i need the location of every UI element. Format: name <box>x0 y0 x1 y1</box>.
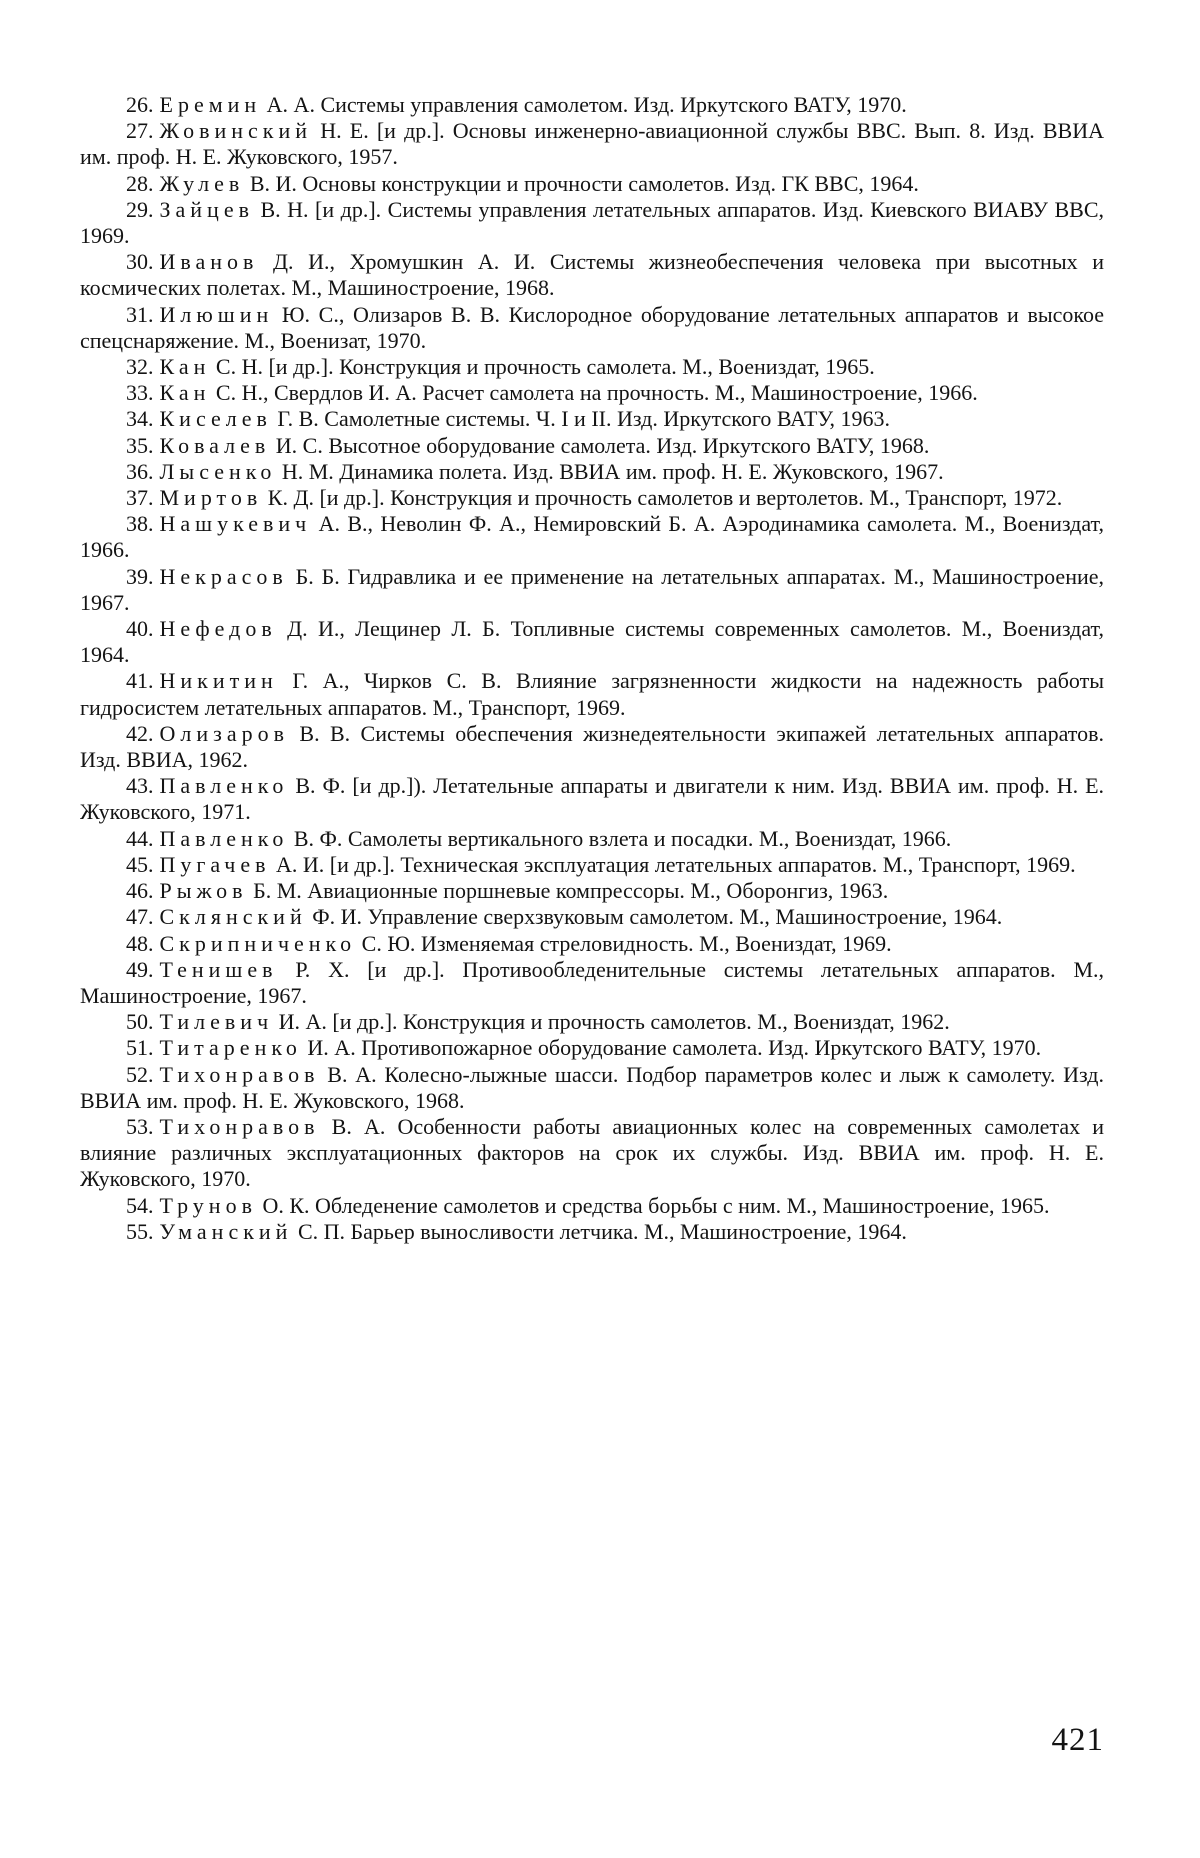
entry-author: Ковалев <box>159 432 271 458</box>
entry-number: 54. <box>126 1192 154 1218</box>
bibliography-entry <box>80 668 1104 720</box>
entry-author: Миртов <box>159 485 263 511</box>
entry-text: В. В. Системы обеспечения жизнедеятельности экипажей летательных аппаратов. Изд. ВВИА, 1962. <box>80 720 1105 773</box>
entry-number: 44. <box>126 825 154 851</box>
entry-author: Еремин <box>159 92 262 117</box>
entry-text: Д. И., Лещинер Л. Б. Топливные системы современных самолетов. М., Воениздат, 1964. <box>80 616 1104 668</box>
bibliography-entry <box>80 1114 1104 1193</box>
entry-author: Склянский <box>159 904 307 930</box>
bibliography-entry <box>80 406 1104 432</box>
entry-number: 38. <box>126 511 154 537</box>
bibliography-entry <box>80 433 1104 459</box>
entry-text: С. Н. [и др.]. Конструкция и прочность самолета. М., Воениздат, 1965. <box>215 354 875 380</box>
bibliography-entry <box>80 1219 1104 1245</box>
entry-number: 50. <box>126 1009 154 1035</box>
bibliography-entry <box>80 773 1104 825</box>
entry-number: 28. <box>126 170 154 196</box>
entry-number: 47. <box>126 904 154 930</box>
bibliography-entry <box>80 249 1104 301</box>
entry-number: 43. <box>126 773 154 799</box>
entry-author: Илюшин <box>159 301 274 327</box>
entry-text: В. Ф. [и др.]). Летательные аппараты и двигатели к ним. Изд. ВВИА им. проф. Н. Е. Жуковского, 1971. <box>80 773 1105 825</box>
entry-text: Ю. С., Олизаров В. В. Кислородное оборудование летательных аппаратов и высокое спецснаряжение. М., Военизат, 1970. <box>80 301 1104 353</box>
bibliography-entry <box>80 904 1104 930</box>
entry-text: В. А. Особенности работы авиационных колес на современных самолетах и влияние различных эксплуатационных факторов на срок их службы. Изд. ВВИА им. проф. Н. Е. Жуковского, 1970. <box>80 1113 1104 1192</box>
entry-number: 39. <box>126 563 154 589</box>
entry-text: А. И. [и др.]. Техническая эксплуатация летательных аппаратов. М., Транспорт, 1969. <box>276 851 1076 877</box>
bibliography-entry <box>80 957 1104 1009</box>
entry-number: 53. <box>126 1113 154 1139</box>
entry-number: 41. <box>126 668 154 694</box>
bibliography-entry <box>80 118 1104 170</box>
entry-author: Никитин <box>159 668 278 694</box>
bibliography-entry <box>80 1062 1104 1114</box>
entry-text: С. П. Барьер выносливости летчика. М., Машиностроение, 1964. <box>297 1218 907 1244</box>
entry-number: 35. <box>126 432 154 458</box>
entry-text: В. Н. [и др.]. Системы управления летательных аппаратов. Изд. Киевского ВИАВУ ВВС, 1969. <box>80 196 1105 249</box>
entry-text: Р. Х. [и др.]. Противообледенительные системы летательных аппаратов. М., Машиностроение, 1967. <box>80 956 1105 1008</box>
bibliography-entry <box>80 878 1104 904</box>
entry-number: 31. <box>126 301 154 327</box>
bibliography-entry <box>80 1035 1104 1061</box>
entry-number: 34. <box>126 406 154 432</box>
entry-author: Олизаров <box>159 720 289 746</box>
entry-number: 26. <box>126 92 154 117</box>
entry-text: А. В., Неволин Ф. А., Немировский Б. А. Аэродинамика самолета. М., Воениздат, 1966. <box>80 511 1104 563</box>
entry-author: Иванов <box>159 249 259 275</box>
entry-text: К. Д. [и др.]. Конструкция и прочность самолетов и вертолетов. М., Транспорт, 1972. <box>267 485 1063 511</box>
entry-author: Жовинский <box>159 118 313 144</box>
bibliography-entry <box>80 485 1104 511</box>
entry-number: 45. <box>126 851 154 877</box>
entry-text: Г. В. Самолетные системы. Ч. I и II. Изд. Иркутского ВАТУ, 1963. <box>277 406 890 432</box>
bibliography-entry <box>80 511 1104 563</box>
entry-author: Киселев <box>159 406 272 432</box>
bibliography-entry <box>80 721 1104 773</box>
entry-author: Некрасов <box>159 563 288 589</box>
bibliography-entry <box>80 380 1104 406</box>
entry-text: И. А. [и др.]. Конструкция и прочность самолетов. М., Воениздат, 1962. <box>278 1009 950 1035</box>
entry-number: 55. <box>126 1218 154 1244</box>
entry-text: Н. Е. [и др.]. Основы инженерно-авиационной службы ВВС. Вып. 8. Изд. ВВИА им. проф. Н. Е. Жуковского, 1957. <box>80 118 1105 170</box>
entry-author: Кан <box>159 354 211 380</box>
entry-author: Кан <box>159 380 211 406</box>
bibliography-entry <box>80 931 1104 957</box>
entry-text: Д. И., Хромушкин А. И. Системы жизнеобеспечения человека при высотных и космических полетах. М., Машиностроение, 1968. <box>80 249 1104 301</box>
entry-author: Титаренко <box>159 1035 302 1061</box>
entry-number: 37. <box>126 485 154 511</box>
entry-number: 49. <box>126 956 154 982</box>
bibliography-entry <box>80 354 1104 380</box>
entry-text: Г. А., Чирков С. В. Влияние загрязненности жидкости на надежность работы гидросистем летательных аппаратов. М., Транспорт, 1969. <box>80 668 1105 720</box>
entry-number: 36. <box>126 458 154 484</box>
entry-text: Ф. И. Управление сверхзвуковым самолетом. М., Машиностроение, 1964. <box>312 904 1003 930</box>
entry-text: Н. М. Динамика полета. Изд. ВВИА им. проф. Н. Е. Жуковского, 1967. <box>281 458 944 484</box>
entry-text: Б. М. Авиационные поршневые компрессоры. М., Оборонгиз, 1963. <box>253 878 889 904</box>
entry-text: И. А. Противопожарное оборудование самолета. Изд. Иркутского ВАТУ, 1970. <box>307 1035 1042 1061</box>
entry-number: 29. <box>126 196 154 222</box>
entry-author: Уманский <box>159 1218 293 1244</box>
entry-author: Нефедов <box>159 616 277 642</box>
entry-author: Павленко <box>159 773 289 799</box>
entry-text: В. А. Колесно-лыжные шасси. Подбор параметров колес и лыж к самолету. Изд. ВВИА им. проф. Н. Е. Жуковского, 1968. <box>80 1061 1104 1113</box>
bibliography-entry <box>80 616 1104 668</box>
bibliography-entry <box>80 1193 1104 1219</box>
bibliography-entry <box>80 171 1104 197</box>
entry-number: 33. <box>126 380 154 406</box>
entry-text: С. Н., Свердлов И. А. Расчет самолета на прочность. М., Машиностроение, 1966. <box>215 380 978 406</box>
entry-author: Скрипниченко <box>159 930 357 956</box>
bibliography-entry <box>80 1009 1104 1035</box>
entry-author: Лысенко <box>159 458 277 484</box>
bibliography-entry <box>80 826 1104 852</box>
entry-number: 42. <box>126 720 154 746</box>
entry-number: 48. <box>126 930 154 956</box>
entry-text: И. С. Высотное оборудование самолета. Изд. Иркутского ВАТУ, 1968. <box>275 432 930 458</box>
entry-number: 32. <box>126 354 154 380</box>
entry-text: В. И. Основы конструкции и прочности самолетов. Изд. ГК ВВС, 1964. <box>249 170 919 196</box>
entry-author: Павленко <box>159 825 289 851</box>
entry-text: А. А. Системы управления самолетом. Изд. Иркутского ВАТУ, 1970. <box>266 92 907 117</box>
entry-author: Тилевич <box>159 1009 274 1035</box>
bibliography-list <box>80 92 1104 1245</box>
entry-author: Рыжов <box>159 878 248 904</box>
entry-author: Тихонравов <box>159 1061 320 1087</box>
entry-author: Жулев <box>159 170 245 196</box>
entry-number: 52. <box>126 1061 154 1087</box>
bibliography-entry <box>80 92 1104 118</box>
entry-number: 51. <box>126 1035 154 1061</box>
bibliography-entry <box>80 852 1104 878</box>
entry-number: 27. <box>126 118 154 144</box>
entry-author: Тихонравов <box>159 1113 320 1139</box>
entry-text: С. Ю. Изменяемая стреловидность. М., Воениздат, 1969. <box>361 930 892 956</box>
entry-number: 30. <box>126 249 154 275</box>
bibliography-entry <box>80 302 1104 354</box>
bibliography-entry <box>80 564 1104 616</box>
entry-author: Трунов <box>159 1192 257 1218</box>
entry-number: 46. <box>126 878 154 904</box>
entry-text: О. К. Обледенение самолетов и средства борьбы с ним. М., Машиностроение, 1965. <box>262 1192 1050 1218</box>
entry-author: Тенишев <box>159 956 278 982</box>
entry-author: Нашукевич <box>159 511 312 537</box>
entry-number: 40. <box>126 616 154 642</box>
entry-author: Зайцев <box>159 196 254 222</box>
page-number: 421 <box>1051 1722 1104 1758</box>
entry-text: Б. Б. Гидравлика и ее применение на летательных аппаратах. М., Машиностроение, 1967. <box>80 563 1105 615</box>
bibliography-entry <box>80 459 1104 485</box>
entry-text: В. Ф. Самолеты вертикального взлета и посадки. М., Воениздат, 1966. <box>293 825 952 851</box>
entry-author: Пугачев <box>159 851 271 877</box>
bibliography-entry <box>80 197 1104 249</box>
